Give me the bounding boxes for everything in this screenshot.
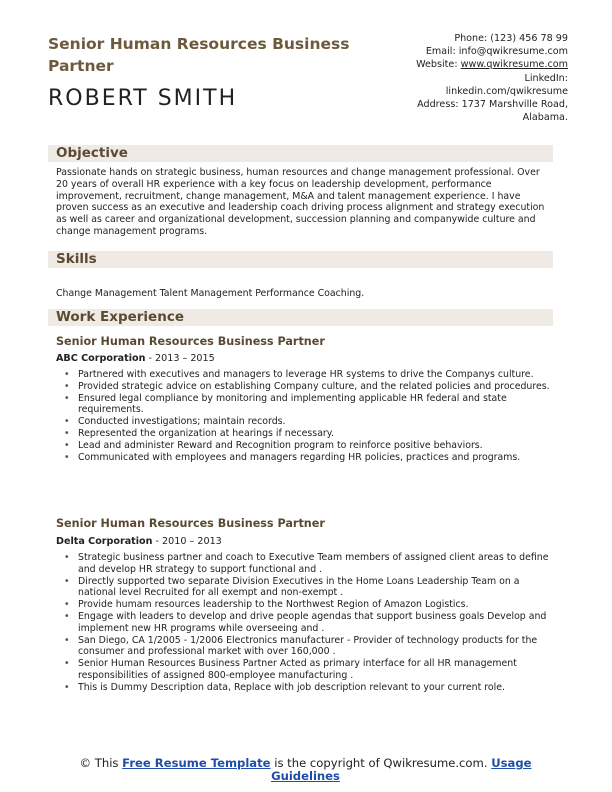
contact-website bbox=[328, 58, 568, 71]
contact-linkedin-label: LinkedIn: bbox=[524, 72, 568, 84]
list-item: • Ensured legal compliance by monitoring and implementing applicable HR federal and state requirements. bbox=[62, 393, 552, 417]
list-item: • Lead and administer Reward and Recognition program to reinforce positive behaviors. bbox=[62, 440, 552, 452]
job-dates-1: - 2013 – 2015 bbox=[145, 353, 215, 364]
company-name-1: ABC Corporation bbox=[56, 353, 146, 364]
job-title-2: Senior Human Resources Business Partner bbox=[56, 517, 325, 530]
list-item: • Partnered with executives and managers to leverage HR systems to drive the Companys culture. bbox=[62, 369, 552, 381]
contact-linkedin-value: linkedin.com/qwikresume bbox=[445, 85, 568, 97]
list-item: • Represented the organization at hearings if necessary. bbox=[62, 428, 552, 440]
resume-header bbox=[48, 30, 568, 130]
objective-text: Passionate hands on strategic business, human resources and change management professional. Over 20 years of overall HR experience with a key focus on leadership development, performance improvement, recruitment, change management, M&A and talent management experience. I have proven success as an executive and leadership coach driving process alignment and strategy execution as well as career and organizational development, succession planning and companywide culture and change management programs. bbox=[56, 167, 545, 237]
website-link[interactable]: www.qwikresume.com bbox=[460, 59, 568, 71]
company-name-2: Delta Corporation bbox=[56, 536, 153, 547]
objective-heading: Objective bbox=[56, 145, 128, 161]
skills-text: Change Management Talent Management Performance Coaching. bbox=[56, 288, 365, 299]
contact-address: Address: 1737 Marshville Road, bbox=[417, 99, 568, 111]
list-item: • Communicated with employees and managers regarding HR policies, practices and programs. bbox=[62, 452, 552, 464]
copyright-footer bbox=[48, 757, 563, 783]
job-company-2 bbox=[56, 536, 222, 547]
contact-phone: Phone: (123) 456 78 99 bbox=[454, 33, 568, 44]
list-item: • Engage with leaders to develop and drive people agendas that support business goals Develop and implement new HR programs while overseeing and . bbox=[62, 611, 552, 635]
job-company-1 bbox=[56, 353, 215, 364]
contact-email: Email: info@qwikresume.com bbox=[425, 46, 568, 58]
contact-block bbox=[328, 32, 568, 124]
list-item: • Strategic business partner and coach to Executive Team members of assigned client areas to define and develop HR strategy to support functional and . bbox=[62, 552, 552, 576]
job-bullets-2 bbox=[62, 552, 552, 694]
list-item: • Conducted investigations; maintain records. bbox=[62, 416, 552, 428]
experience-heading-bar bbox=[48, 309, 553, 326]
usage-guidelines-link-1[interactable]: Usage bbox=[491, 756, 532, 770]
footer-middle: is the copyright of Qwikresume.com. bbox=[270, 756, 492, 770]
footer-prefix: © This bbox=[79, 756, 123, 770]
job-dates-2: - 2010 – 2013 bbox=[152, 536, 222, 547]
experience-heading: Work Experience bbox=[56, 309, 184, 325]
list-item: • This is Dummy Description data, Replace with job description relevant to your current role. bbox=[62, 682, 552, 694]
list-item: • Provide humam resources leadership to the Northwest Region of Amazon Logistics. bbox=[62, 599, 552, 611]
list-item: • Provided strategic advice on establishing Company culture, and the related policies and procedures. bbox=[62, 381, 552, 393]
candidate-name: ROBERT SMITH bbox=[48, 86, 238, 111]
usage-guidelines-link-2[interactable]: Guidelines bbox=[271, 769, 340, 783]
list-item: • Directly supported two separate Division Executives in the Home Loans Leadership Team on a national level Recruited for all exempt and non-exempt . bbox=[62, 576, 552, 600]
website-label: Website: bbox=[416, 59, 461, 71]
list-item: • San Diego, CA 1/2005 - 1/2006 Electronics manufacturer - Provider of technology products for the consumer and professional market with over 160,000 . bbox=[62, 635, 552, 659]
contact-address-state: Alabama. bbox=[522, 112, 568, 124]
skills-heading-bar bbox=[48, 251, 553, 268]
list-item: • Senior Human Resources Business Partner Acted as primary interface for all HR management responsibilities of assigned 800-employee manufacturing . bbox=[62, 658, 552, 682]
job-title-1: Senior Human Resources Business Partner bbox=[56, 335, 325, 348]
job-title: Senior Human Resources Business Partner bbox=[48, 35, 350, 75]
skills-heading: Skills bbox=[56, 251, 97, 267]
job-bullets-1 bbox=[62, 369, 552, 463]
objective-heading-bar bbox=[48, 145, 553, 162]
free-resume-template-link[interactable]: Free Resume Template bbox=[122, 756, 271, 770]
